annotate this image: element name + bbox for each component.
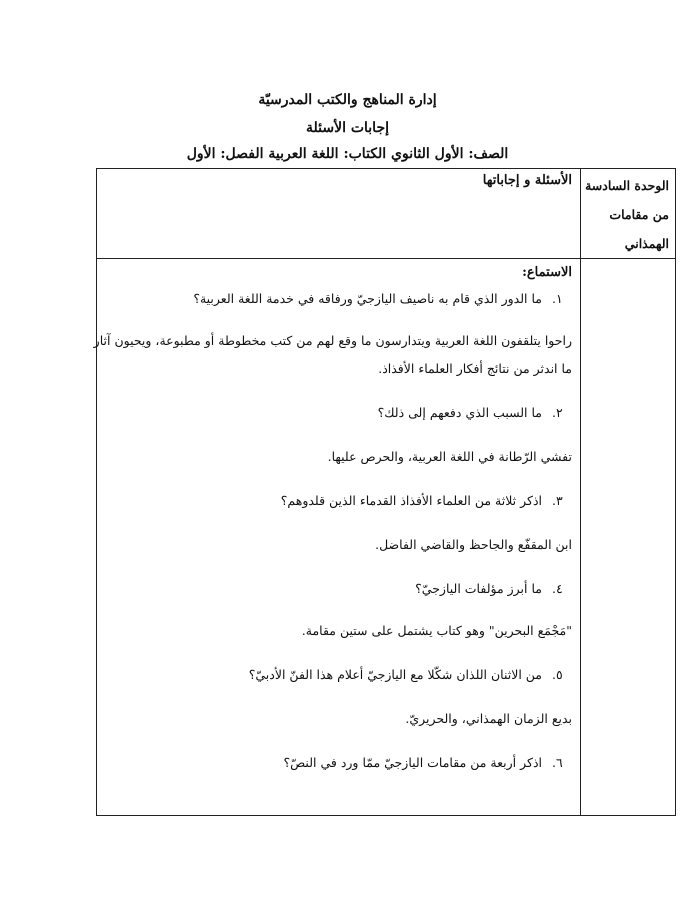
unit-line-2: من مقامات [609, 207, 669, 222]
answer-5: بديع الزمان الهمذاني، والحريريّ. [405, 711, 572, 726]
unit-empty-cell [581, 259, 676, 816]
question-text: من الاثنان اللذان شكّلا مع اليازجيّ أعلام هذا الفنّ الأدبيّ؟ [248, 667, 542, 682]
questions-header: الأسئلة و إجاباتها [482, 173, 572, 188]
answer-3: ابن المقفّع والجاحظ والقاضي الفاضل. [375, 537, 572, 552]
answer-1-line-2: ما اندثر من نتائج أفكار العلماء الأفذاذ. [378, 361, 572, 376]
question-text: اذكر ثلاثة من العلماء الأفذاذ القدماء الذين قلدوهم؟ [280, 493, 542, 508]
question-number: ٣. [552, 493, 563, 508]
question-text: ما السبب الذي دفعهم إلى ذلك؟ [377, 405, 542, 420]
question-number: ٦. [552, 755, 563, 770]
header-directorate: إدارة المناهج والكتب المدرسيّة [258, 92, 437, 108]
question-text: ما أبرز مؤلفات اليازجيّ؟ [415, 581, 542, 596]
question-number: ٥. [552, 667, 563, 682]
table-content-row [97, 259, 676, 816]
unit-title-cell [581, 169, 676, 259]
question-text: اذكر أربعة من مقامات اليازجيّ ممّا ورد في النصّ؟ [283, 755, 542, 770]
question-4 [103, 581, 572, 596]
question-2 [103, 405, 572, 420]
unit-line-3: الهمذاني [624, 236, 669, 251]
answer-1-line-1: راحوا يتلقفون اللغة العربية ويتدارسون ما وقع لهم من كتب مخطوطة أو مطبوعة، ويحيون آثار [93, 333, 572, 348]
questions-content-cell [93, 259, 581, 816]
question-6 [103, 755, 572, 770]
questions-header-cell [97, 169, 581, 259]
qa-table [93, 168, 676, 816]
question-number: ٢. [552, 405, 563, 420]
answer-4: "مَجْمَع البحرين" وهو كتاب يشتمل على ستين مقامة. [301, 623, 572, 638]
question-5 [103, 667, 572, 682]
section-title: الاستماع: [522, 265, 572, 280]
answer-2: تفشي الرّطانة في اللغة العربية، والحرص عليها. [327, 449, 572, 464]
table-header-row [97, 169, 676, 259]
question-number: ١. [552, 291, 563, 306]
question-text: ما الدور الذي قام به ناصيف اليازجيّ ورفاقه في خدمة اللغة العربية؟ [193, 291, 542, 306]
question-1 [103, 291, 572, 306]
header-class-book-chapter: الصف: الأول الثانوي الكتاب: اللغة العربية الفصل: الأول [186, 146, 509, 162]
unit-line-1: الوحدة السادسة [585, 178, 669, 193]
header-answers-title: إجابات الأسئلة [306, 120, 389, 136]
question-3 [103, 493, 572, 508]
question-number: ٤. [552, 581, 563, 596]
